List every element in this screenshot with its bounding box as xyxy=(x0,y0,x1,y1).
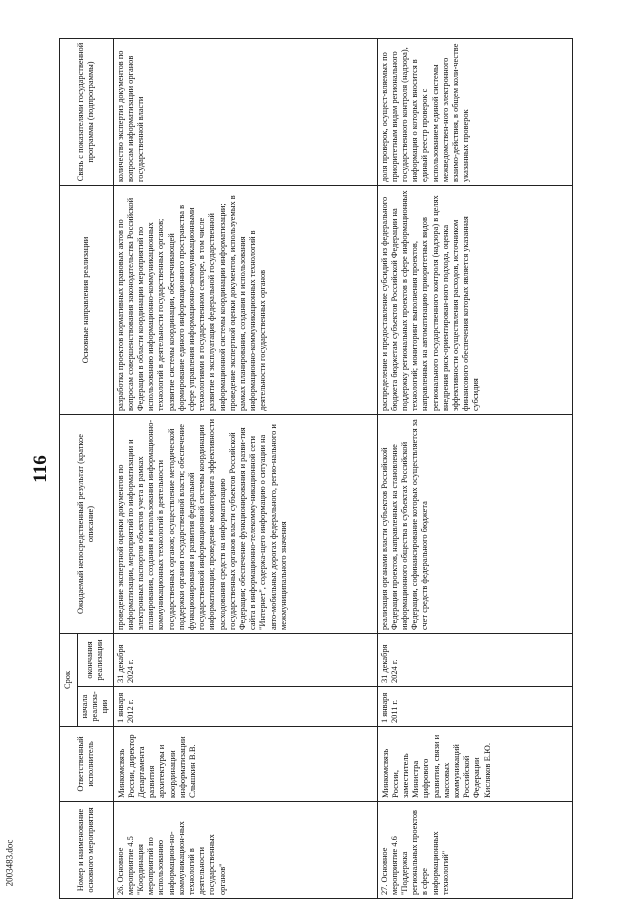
header-row-top xyxy=(60,39,78,899)
document-code: 2003483.doc xyxy=(4,839,15,887)
table-row xyxy=(113,39,377,899)
result-cell: реализация органами власти субъектов Российской Федерации проектов, направленных на становление информационного общества в субъектах Российской Федерации, софинансирование которых осуществляется за счет средств федерального бюджета xyxy=(377,415,572,634)
end-date-cell: 31 декабря 2024 г. xyxy=(377,634,572,687)
responsible-cell: Минкомсвязь России, директор Департамента развития архитектуры и координации информатизации Слышкин В.В. xyxy=(113,727,377,802)
measure-name: Основное мероприятие 4.5 "Координация мероприятий по использованию информацион-но-коммуникацион-ных технологий в деятельности государственных органов" xyxy=(115,821,227,895)
header-link: Связь с показателями государственной программы (подпрограммы) xyxy=(60,39,114,186)
start-date-cell: 1 января 2012 г. xyxy=(113,687,377,727)
measure-name-cell xyxy=(113,802,377,899)
end-date-cell: 31 декабря 2024 г. xyxy=(113,634,377,687)
directions-cell: разработка проектов нормативных правовых актов по вопросам совершенствования законодательства Российской Федерации в области координации мероприятий по использованию информационно-коммуникационных технологий в деятельности государственных органов; развитие системы координации, обеспечивающей формирование единого информационного пространства в сфере управления информационно-коммуникационными технологиями в государственном секторе, в том числе развитие и эксплуатация федеральной государственной информационной системы координации информатизации; проведение экспертной оценки документов, используемых в рамках планирования, создания и использования информационно-коммуникационных технологий в деятельности государственных органов xyxy=(113,186,377,415)
rotated-page xyxy=(21,39,616,899)
header-responsible: Ответственный исполнитель xyxy=(60,727,114,802)
row-number: 27. xyxy=(379,884,389,895)
start-date-cell: 1 января 2011 г. xyxy=(377,687,572,727)
responsible-cell: Минкомсвязь России, заместитель Министра цифрового развития, связи и массовых коммуникаций Российской Федерации Кисляков Е.Ю. xyxy=(377,727,572,802)
header-term: Срок xyxy=(60,634,78,727)
result-cell: проведение экспертной оценки документов по информатизации, мероприятий по информатизации и электронных паспортов объектов учета в рамках планирования, создания и использования информационно-коммуникационных технологий в деятельности государственных органов; осуществление методической поддержки органов государственной власти; обеспечение функционирования и развития федеральной государственной информационной системы координации информатизации; проведение мониторинга эффективности расходования средств на информатизацию государственных органов власти субъектов Российской Федерации; обеспечение функционирования и разви-тия сайта в информационно-телекомму-никационной сети "Интернет", содержа-щего информацию о ситуации на авто-мобильных дорогах федерального, регио-нального и межмуниципального значения xyxy=(113,415,377,634)
measure-name: Основное мероприятие 4.6 "Поддержка региональных проектов в сфере информационных технологий" xyxy=(379,810,450,895)
indicator-link-cell: доля проверок, осущест-вляемых по приоритетным видам регионального государственного контроля (надзора), информация о которых вносится в единый реестр проверок с использованием единой системы межведомствен-ного электронного взаимо-действия, в общем коли-честве указанных проверок xyxy=(377,39,572,186)
header-name: Номер и наименование основного мероприятия xyxy=(60,802,114,899)
indicator-link-cell: количество экспертиз документов по вопросам информатизации органов государственной власти xyxy=(113,39,377,186)
header-start: начала реализа-ции xyxy=(78,687,114,727)
header-end: окончания реализации xyxy=(78,634,114,687)
directions-cell: распределение и предоставление субсидий из федерального бюджета бюджетам субъектов Российской Федерации на поддержку региональных проектов в сфере информационных технологий; мониторинг выполнения проектов, направленных на автоматизацию приоритетных видов регионального государственного контроля (надзора) в целях внедрения риск-ориентирован-ного подхода, оценка эффективности осуществления расходов, источником финансового обеспечения которых является указанная субсидия xyxy=(377,186,572,415)
table-row xyxy=(377,39,572,899)
row-number: 26. xyxy=(115,884,125,895)
header-directions: Основные направления реализации xyxy=(60,186,114,415)
measures-table xyxy=(59,38,573,899)
page-number: 116 xyxy=(30,455,51,483)
measure-name-cell xyxy=(377,802,572,899)
header-result: Ожидаемый непосредственный результат (краткое описание) xyxy=(60,415,114,634)
